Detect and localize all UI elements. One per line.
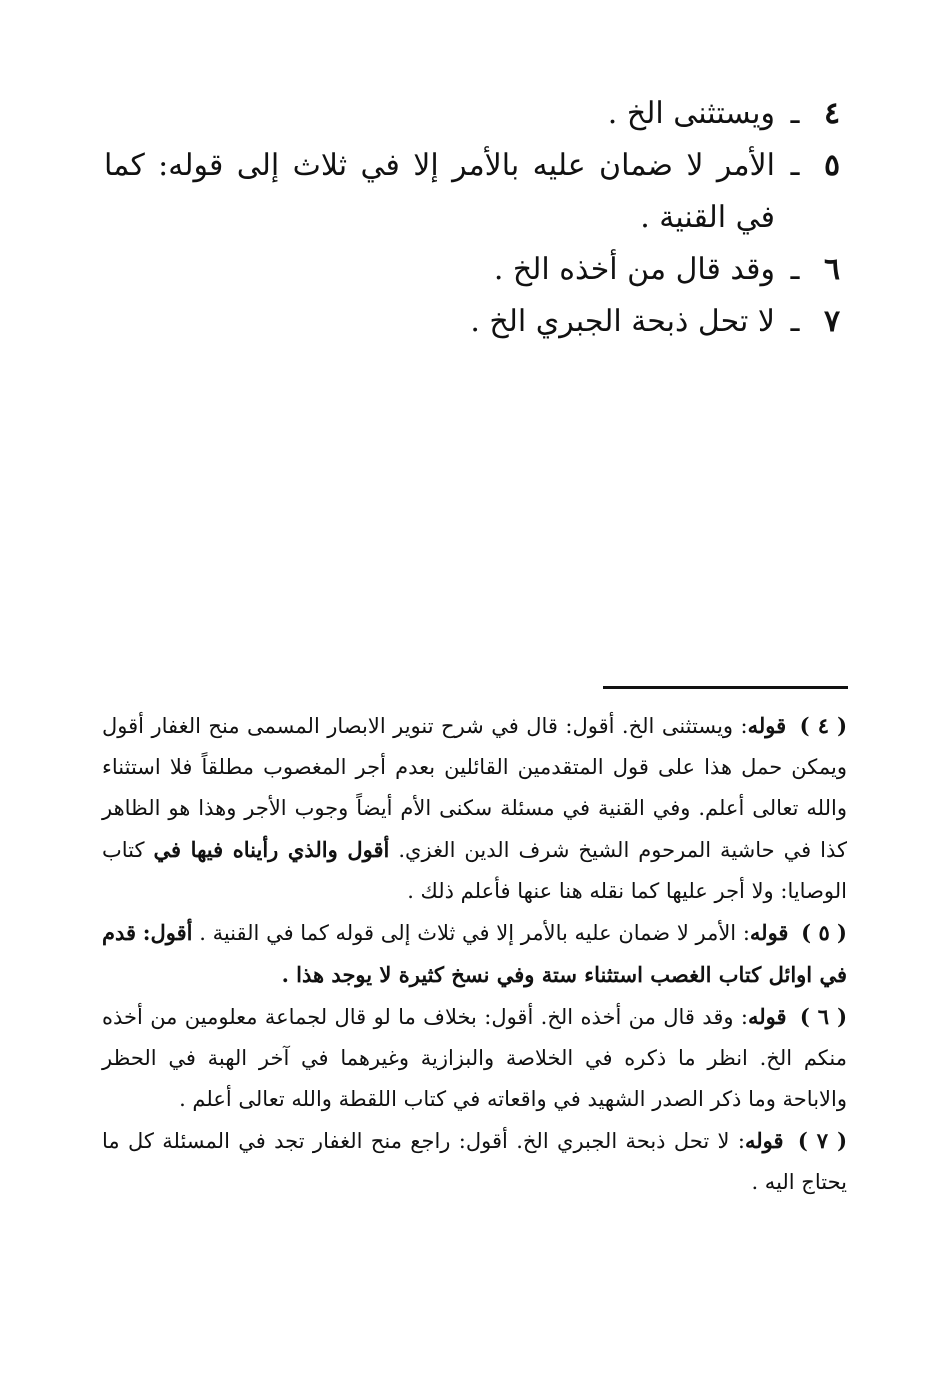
footnote-keyword: قوله: [749, 920, 789, 945]
list-item-number: ٦: [823, 252, 841, 287]
footnote-separator: [603, 686, 848, 689]
footnote-number: ( ٦ ): [799, 1004, 848, 1029]
footnotes: [102, 705, 847, 1203]
list-item-number: ٥: [823, 148, 841, 183]
footnote-text: : وقد قال من أخذه الخ. أقول: بخلاف ما لو قال لجماعة معلومين من أخذه منكم الخ. انظر ما ذكره في الخلاصة والبزازية وغيرهما في آخر الهبة في الحظر والاباحة وما ذكر الصدر الشهيد في واقعاته في كتاب اللقطة والله تعالى أعلم .: [102, 1005, 847, 1111]
list-item-7: [104, 296, 849, 348]
footnote-keyword: قوله: [744, 1128, 784, 1153]
footnote-bold-text: أقول:: [142, 920, 193, 945]
main-list: [104, 88, 849, 348]
footnote-keyword: قوله: [747, 713, 787, 738]
footnote-4: [102, 705, 847, 912]
list-item-text: الأمر لا ضمان عليه بالأمر إلا في ثلاث إلى قوله: كما في القنية .: [104, 148, 775, 235]
footnote-text-continued: قدم في اوائل كتاب الغصب استثناء ستة وفي نسخ كثيرة لا يوجد هذا .: [102, 920, 847, 987]
list-item-dash: ـ: [790, 252, 800, 287]
list-item-dash: ـ: [790, 148, 800, 183]
list-item-6: [104, 244, 849, 296]
list-item-5: [104, 140, 849, 244]
footnote-text-continued: كتاب الوصايا: ولا أجر عليها كما نقله هنا عنها فأعلم ذلك .: [102, 838, 847, 903]
footnote-bold-text: أقول والذي رأيناه فيها في: [153, 837, 390, 862]
footnote-number: ( ٤ ): [799, 713, 848, 738]
footnote-number: ( ٧ ): [797, 1128, 848, 1153]
footnote-keyword: قوله: [747, 1004, 787, 1029]
list-item-dash: ـ: [790, 96, 800, 131]
footnote-text: : ويستثنى الخ. أقول: قال في شرح تنوير الابصار المسمى منح الغفار أقول ويمكن حمل هذا على قول المتقدمين القائلين بعدم أجر المغصوب مطلقاً فلا استثناء والله تعالى أعلم. وفي القنية في مسئلة سكنى الأم أيضاً وجوب الأجر وهذا هو الظاهر كذا في حاشية المرحوم الشيخ شرف الدين الغزي.: [102, 714, 847, 862]
list-item-dash: ـ: [790, 304, 800, 339]
list-item-4: [104, 88, 849, 140]
footnote-7: [102, 1120, 847, 1203]
footnote-text: : لا تحل ذبحة الجبري الخ. أقول: راجع منح الغفار تجد في المسئلة كل ما يحتاج اليه .: [102, 1129, 847, 1194]
list-item-text: ويستثنى الخ .: [607, 96, 775, 131]
footnote-number: ( ٥ ): [801, 920, 847, 945]
list-item-number: ٧: [823, 304, 841, 339]
list-item-number: ٤: [823, 96, 841, 131]
list-item-text: وقد قال من أخذه الخ .: [493, 252, 775, 287]
footnote-5: [102, 912, 847, 996]
list-item-text: لا تحل ذبحة الجبري الخ .: [470, 304, 775, 339]
footnote-text: : الأمر لا ضمان عليه بالأمر إلا في ثلاث إلى قوله كما في القنية .: [199, 921, 750, 945]
footnote-6: [102, 996, 847, 1120]
